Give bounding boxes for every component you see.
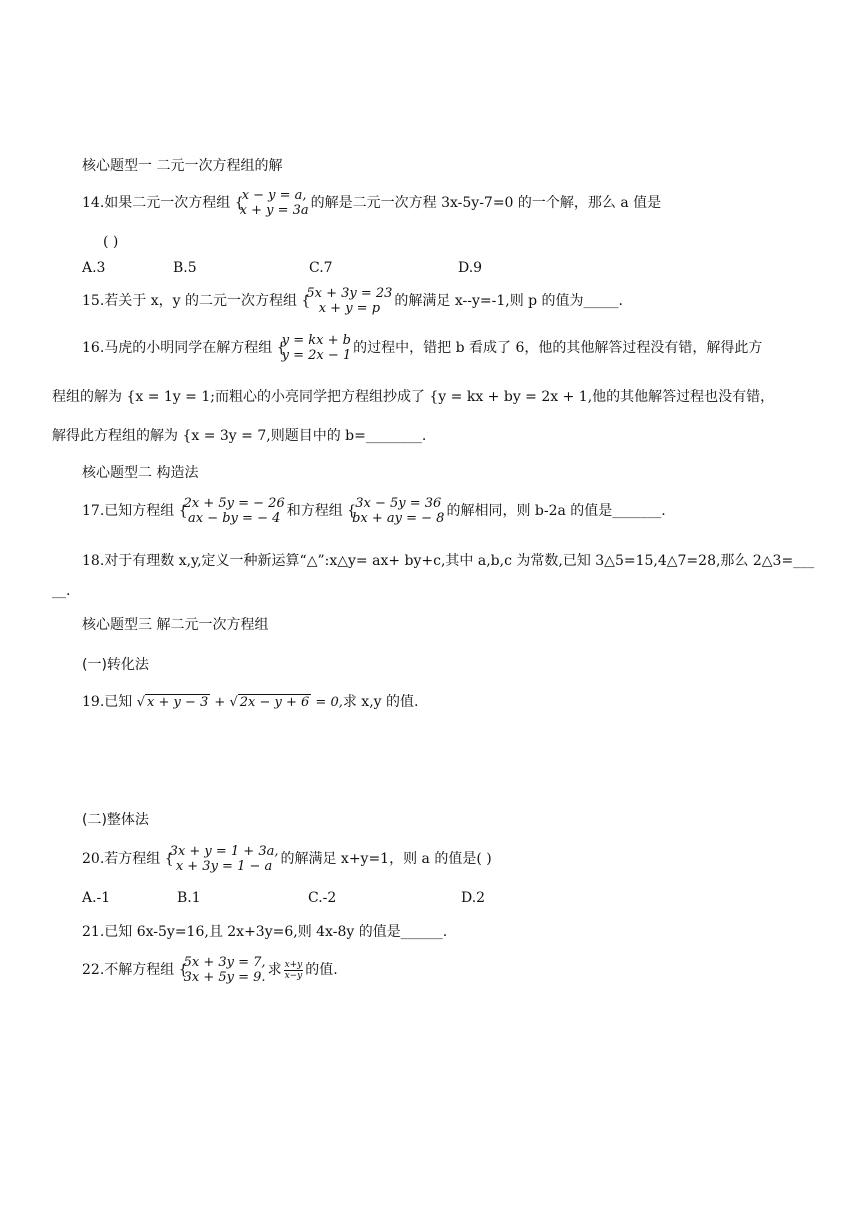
q22-eq1: 5x + 3y = 7,: [183, 955, 266, 970]
q15-suffix: 的解满足 x--y=-1,则 p 的值为_____.: [394, 293, 624, 309]
q19-plus: +: [210, 695, 230, 710]
q17-prefix: 17.已知方程组 {: [82, 503, 188, 519]
q14-options: [82, 260, 782, 280]
q14-eq1: x − y = a,: [241, 188, 307, 203]
fraction: [284, 960, 304, 981]
q20-options: [82, 890, 782, 910]
question-20: [82, 844, 492, 874]
question-18-line-1: 18.对于有理数 x,y,定义一种新运算“△”:x△y= ax+ by+c,其中 a,b,c 为常数,已知 3△5=15,4△7=28,那么 2△3=___: [82, 553, 815, 569]
q22-suffix: 的值.: [305, 962, 338, 978]
q15-eq1: 5x + 3y = 23: [306, 286, 393, 301]
q19-equals-zero: = 0,: [311, 695, 343, 710]
question-16-line-2: 程组的解为 {x = 1y = 1;而粗心的小亮同学把方程组抄成了 {y = kx + by = 2x + 1,他的其他解答过程也没有错，: [52, 389, 775, 405]
q20-prefix: 20.若方程组 {: [82, 851, 174, 867]
q14-eq2: x + y = 3a: [239, 203, 309, 218]
q16-suffix: 的过程中，错把 b 看成了 6，他的其他解答过程没有错，解得此方: [353, 340, 763, 356]
q17-suffix: 的解相同，则 b-2a 的值是_______.: [446, 503, 666, 519]
q20-eq2: x + 3y = 1 − a: [175, 859, 273, 874]
question-15: [82, 286, 623, 316]
question-14: [82, 188, 661, 218]
question-18-line-2: __.: [52, 583, 71, 599]
q14-option-b: B.5: [173, 260, 197, 276]
question-16-line-1: [82, 333, 762, 363]
q19-radicand-1: x + y − 3: [147, 695, 209, 710]
question-17: [82, 496, 666, 526]
q14-option-c: C.7: [309, 260, 333, 276]
q22-eq2: 3x + 5y = 9.: [183, 970, 266, 985]
q17-mid: 和方程组 {: [286, 503, 357, 519]
question-22: [82, 955, 338, 985]
section-heading-3: 核心题型三 解二元一次方程组: [82, 617, 269, 633]
section-heading-2: 核心题型二 构造法: [82, 465, 199, 481]
q16-eq2: y = 2x − 1: [281, 348, 352, 363]
q15-eq2: x + y = p: [318, 301, 381, 316]
q14-suffix: 的解是二元一次方程 3x-5y-7=0 的一个解，那么 a 值是: [310, 195, 662, 211]
sqrt-term-2: √ 2x − y + 6: [229, 695, 310, 710]
section-heading-1: 核心题型一 二元一次方程组的解: [82, 158, 283, 174]
q20-option-c: C.-2: [308, 890, 337, 906]
q22-mid: 求: [267, 962, 282, 978]
question-21: 21.已知 6x-5y=16,且 2x+3y=6,则 4x-8y 的值是______.: [82, 924, 448, 940]
q20-option-d: D.2: [461, 890, 486, 906]
q17-s2-eq1: 3x − 5y = 36: [355, 496, 442, 511]
q20-eq1: 3x + y = 1 + 3a,: [169, 844, 279, 859]
q22-prefix: 22.不解方程组 {: [82, 962, 188, 978]
q20-option-a: A.-1: [82, 890, 111, 906]
q20-suffix: 的解满足 x+y=1，则 a 的值是( ): [280, 851, 492, 867]
q14-option-a: A.3: [82, 260, 106, 276]
q22-numerator: x+y: [284, 959, 303, 970]
q17-s1-eq2: ax − by = − 4: [188, 511, 281, 526]
subheading-conversion-method: (一)转化法: [82, 657, 149, 673]
q14-paren: ( ): [103, 234, 119, 250]
q19-prefix: 19.已知: [82, 694, 133, 710]
subheading-whole-method: (二)整体法: [82, 812, 149, 828]
question-16-line-3: 解得此方程组的解为 {x = 3y = 7,则题目中的 b=________.: [52, 428, 427, 444]
q17-s2-eq2: bx + ay = − 8: [352, 511, 445, 526]
sqrt-term-1: √ x + y − 3: [136, 695, 209, 710]
q14-option-d: D.9: [458, 260, 483, 276]
q14-prefix: 14.如果二元一次方程组 {: [82, 195, 244, 211]
q17-s1-eq1: 2x + 5y = − 26: [183, 496, 285, 511]
q20-option-b: B.1: [177, 890, 201, 906]
q16-eq1: y = kx + b: [281, 333, 351, 348]
q22-denominator: x−y: [284, 970, 303, 981]
q19-suffix: 求 x,y 的值.: [342, 694, 419, 710]
q15-prefix: 15.若关于 x，y 的二元一次方程组 {: [82, 293, 311, 309]
question-19: [82, 691, 418, 711]
q16-prefix: 16.马虎的小明同学在解方程组 {: [82, 340, 286, 356]
q19-radicand-2: 2x − y + 6: [239, 695, 310, 710]
